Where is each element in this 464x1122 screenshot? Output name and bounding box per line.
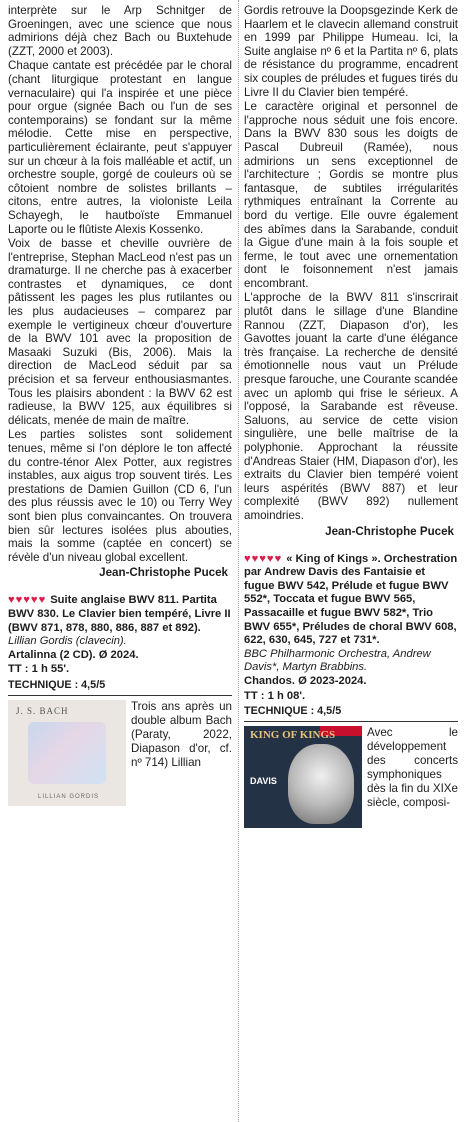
review-label: Artalinna (2 CD). Ø 2024. — [8, 648, 139, 661]
review-text: Avec le développement des concerts symphoniques dès la fin du XIXe siècle, composi- — [367, 725, 458, 809]
cover-portrait — [288, 744, 354, 824]
paragraph: Gordis retrouve la Doopsgezinde Kerk de Haarlem et le clavecin allemand construit en 1999 par Philippe Humeau. Ici, la Suite anglaise nº 6 et la Partita nº 6, plats de résistance du programme, encadrent six couples de préludes et fugues tirés du Livre II du Clavier bien tempéré. — [244, 4, 458, 99]
review-technique: TECHNIQUE : 4,5/5 — [244, 705, 458, 722]
review-body — [8, 700, 232, 806]
paragraph: Chaque cantate est précédée par le choral (chant liturgique protestant en langue vernaculaire) qui l'a inspirée et une pièce pour orgue (signée Bach ou l'un de ses contemporains) se fondant sur la même mélodie. Cette mise en perspective, particulièrement éclairante, peut s'appuyer sur un chœur à la fois malléable et actif, un orchestre souple, gorgé de couleurs où se côtoient nombre de solistes brillants – citons, entre autres, la violoniste Leila Schayegh, le hautboïste Emmanuel Laporte ou le flûtiste Alexis Kossenko. — [8, 59, 232, 236]
author-signature: Jean-Christophe Pucek — [325, 524, 454, 538]
paragraph: interprète sur le Arp Schnitger de Groeningen, avec une science que nous admirions déjà chez Bach ou Buxtehude (ZZT, 2000 et 2003). — [8, 4, 232, 58]
album-cover-image — [8, 700, 126, 806]
review-performer: BBC Philharmonic Orchestra, Andrew Davis*, Martyn Brabbins. — [244, 647, 431, 674]
cover-brand: J. S. BACH — [16, 705, 69, 716]
cover-art — [28, 722, 106, 784]
review-body — [244, 726, 458, 828]
review-text: Trois ans après un double album Bach (Paraty, 2022, Diapason d'or, cf. nº 714) Lillian — [131, 699, 232, 769]
column-divider — [238, 0, 239, 1122]
right-column — [244, 4, 458, 828]
paragraph: Les parties solistes sont solidement tenues, même si l'on déplore le ton affecté du contre-ténor Alex Potter, aux registres instables, aux aigus trop souvent tirés. Les prestations de Damien Guillon (CD 6, l'un des plus réussis avec le 10) ou Terry Wey sont bien plus convaincantes. On trouvera bien sûr lectures isolées plus abouties, mais la somme (captée en concert) se révèle d'un niveau global excellent. — [8, 428, 232, 564]
cover-title: KING OF KINGS — [250, 728, 336, 741]
cover-name: LILLIAN GORDIS — [38, 793, 100, 800]
review-title: Suite anglaise BWV 811. Partita BWV 830. Le Clavier bien tempéré, Livre II (BWV 871, 878, 880, 886, 887 et 892). — [8, 594, 231, 634]
review-performer: Lillian Gordis (clavecin). — [8, 635, 127, 648]
review-duration: TT : 1 h 08'. — [244, 689, 306, 702]
review-title: « King of Kings ». Orchestration par Andrew Davis des Fantaisie et fugue BWV 542, Prélude et fugue BWV 552*, Toccata et fugue BWV 565, Passacaille et fugue BWV 582*, Trio BWV 655*, Préludes de choral BWV 608, 622, 630, 645, 727 et 731*. — [244, 552, 458, 647]
paragraph: Le caractère original et personnel de l'approche nous séduit une fois encore. Dans la BWV 830 sous les doigts de Pascal Dubreuil (Ramée), nous admirions un sens exceptionnel de l'architecture ; Gordis se montre plus fantasque, de subtiles irrégularités rythmiques entraînant la Corrente au bord du vertige. Elle ouvre également des abîmes dans la Sarabande, conduit la Gigue d'une main à la fois souple et ferme, le tout avec une ornementation dont le foisonnement n'est jamais encombrant. — [244, 100, 458, 290]
album-cover-image — [244, 726, 362, 828]
author-signature: Jean-Christophe Pucek — [99, 566, 228, 580]
review-technique: TECHNIQUE : 4,5/5 — [8, 679, 232, 696]
review-duration: TT : 1 h 55'. — [8, 663, 70, 676]
rating-hearts-icon: ♥♥♥♥♥ — [244, 552, 283, 565]
review-label: Chandos. Ø 2023-2024. — [244, 674, 367, 687]
paragraph: L'approche de la BWV 811 s'inscrirait plutôt dans le sillage d'une Blandine Rannou (ZZT, Diapason d'or), les Gavottes jouant la carte d'une élégance très française. La recherche de densité émotionnelle nous vaut un Prélude presque farouche, une Courante scandée avec un aplomb qui frise le sérieux. A l'opposé, la Sarabande est rêveuse. Saluons, au service de cette vision singulière, une belle maîtrise de la polyphonie. Approchant la réussite d'Andreas Staier (HM, Diapason d'or), les extraits du Clavier bien tempéré voient leurs aspérités (BWV 887) et leur complexité (BWV 892) nullement amoindries. — [244, 291, 458, 522]
paragraph: Voix de basse et cheville ouvrière de l'entreprise, Stephan MacLeod n'est pas un dramaturge. Il ne cherche pas à exacerber contrastes et dynamiques, ce dont pâtissent les pages les plus rutilantes ou les plus audacieuses – comparez par exemple le vertigineux chœur d'ouverture de la BWV 101 avec la proposition de Masaaki Suzuki (Bis, 2006). Mais la direction de MacLeod séduit par sa précision et sa ferveur enthousiasmantes. Tous les plaisirs abondent : la BWV 62 est radieuse, la BWV 125, aux équilibres si délicats, menée de main de maître. — [8, 237, 232, 427]
cover-name: DAVIS — [250, 775, 277, 786]
left-column — [8, 4, 232, 806]
rating-hearts-icon: ♥♥♥♥♥ — [8, 594, 47, 607]
review-header — [244, 553, 458, 722]
review-header — [8, 594, 232, 695]
